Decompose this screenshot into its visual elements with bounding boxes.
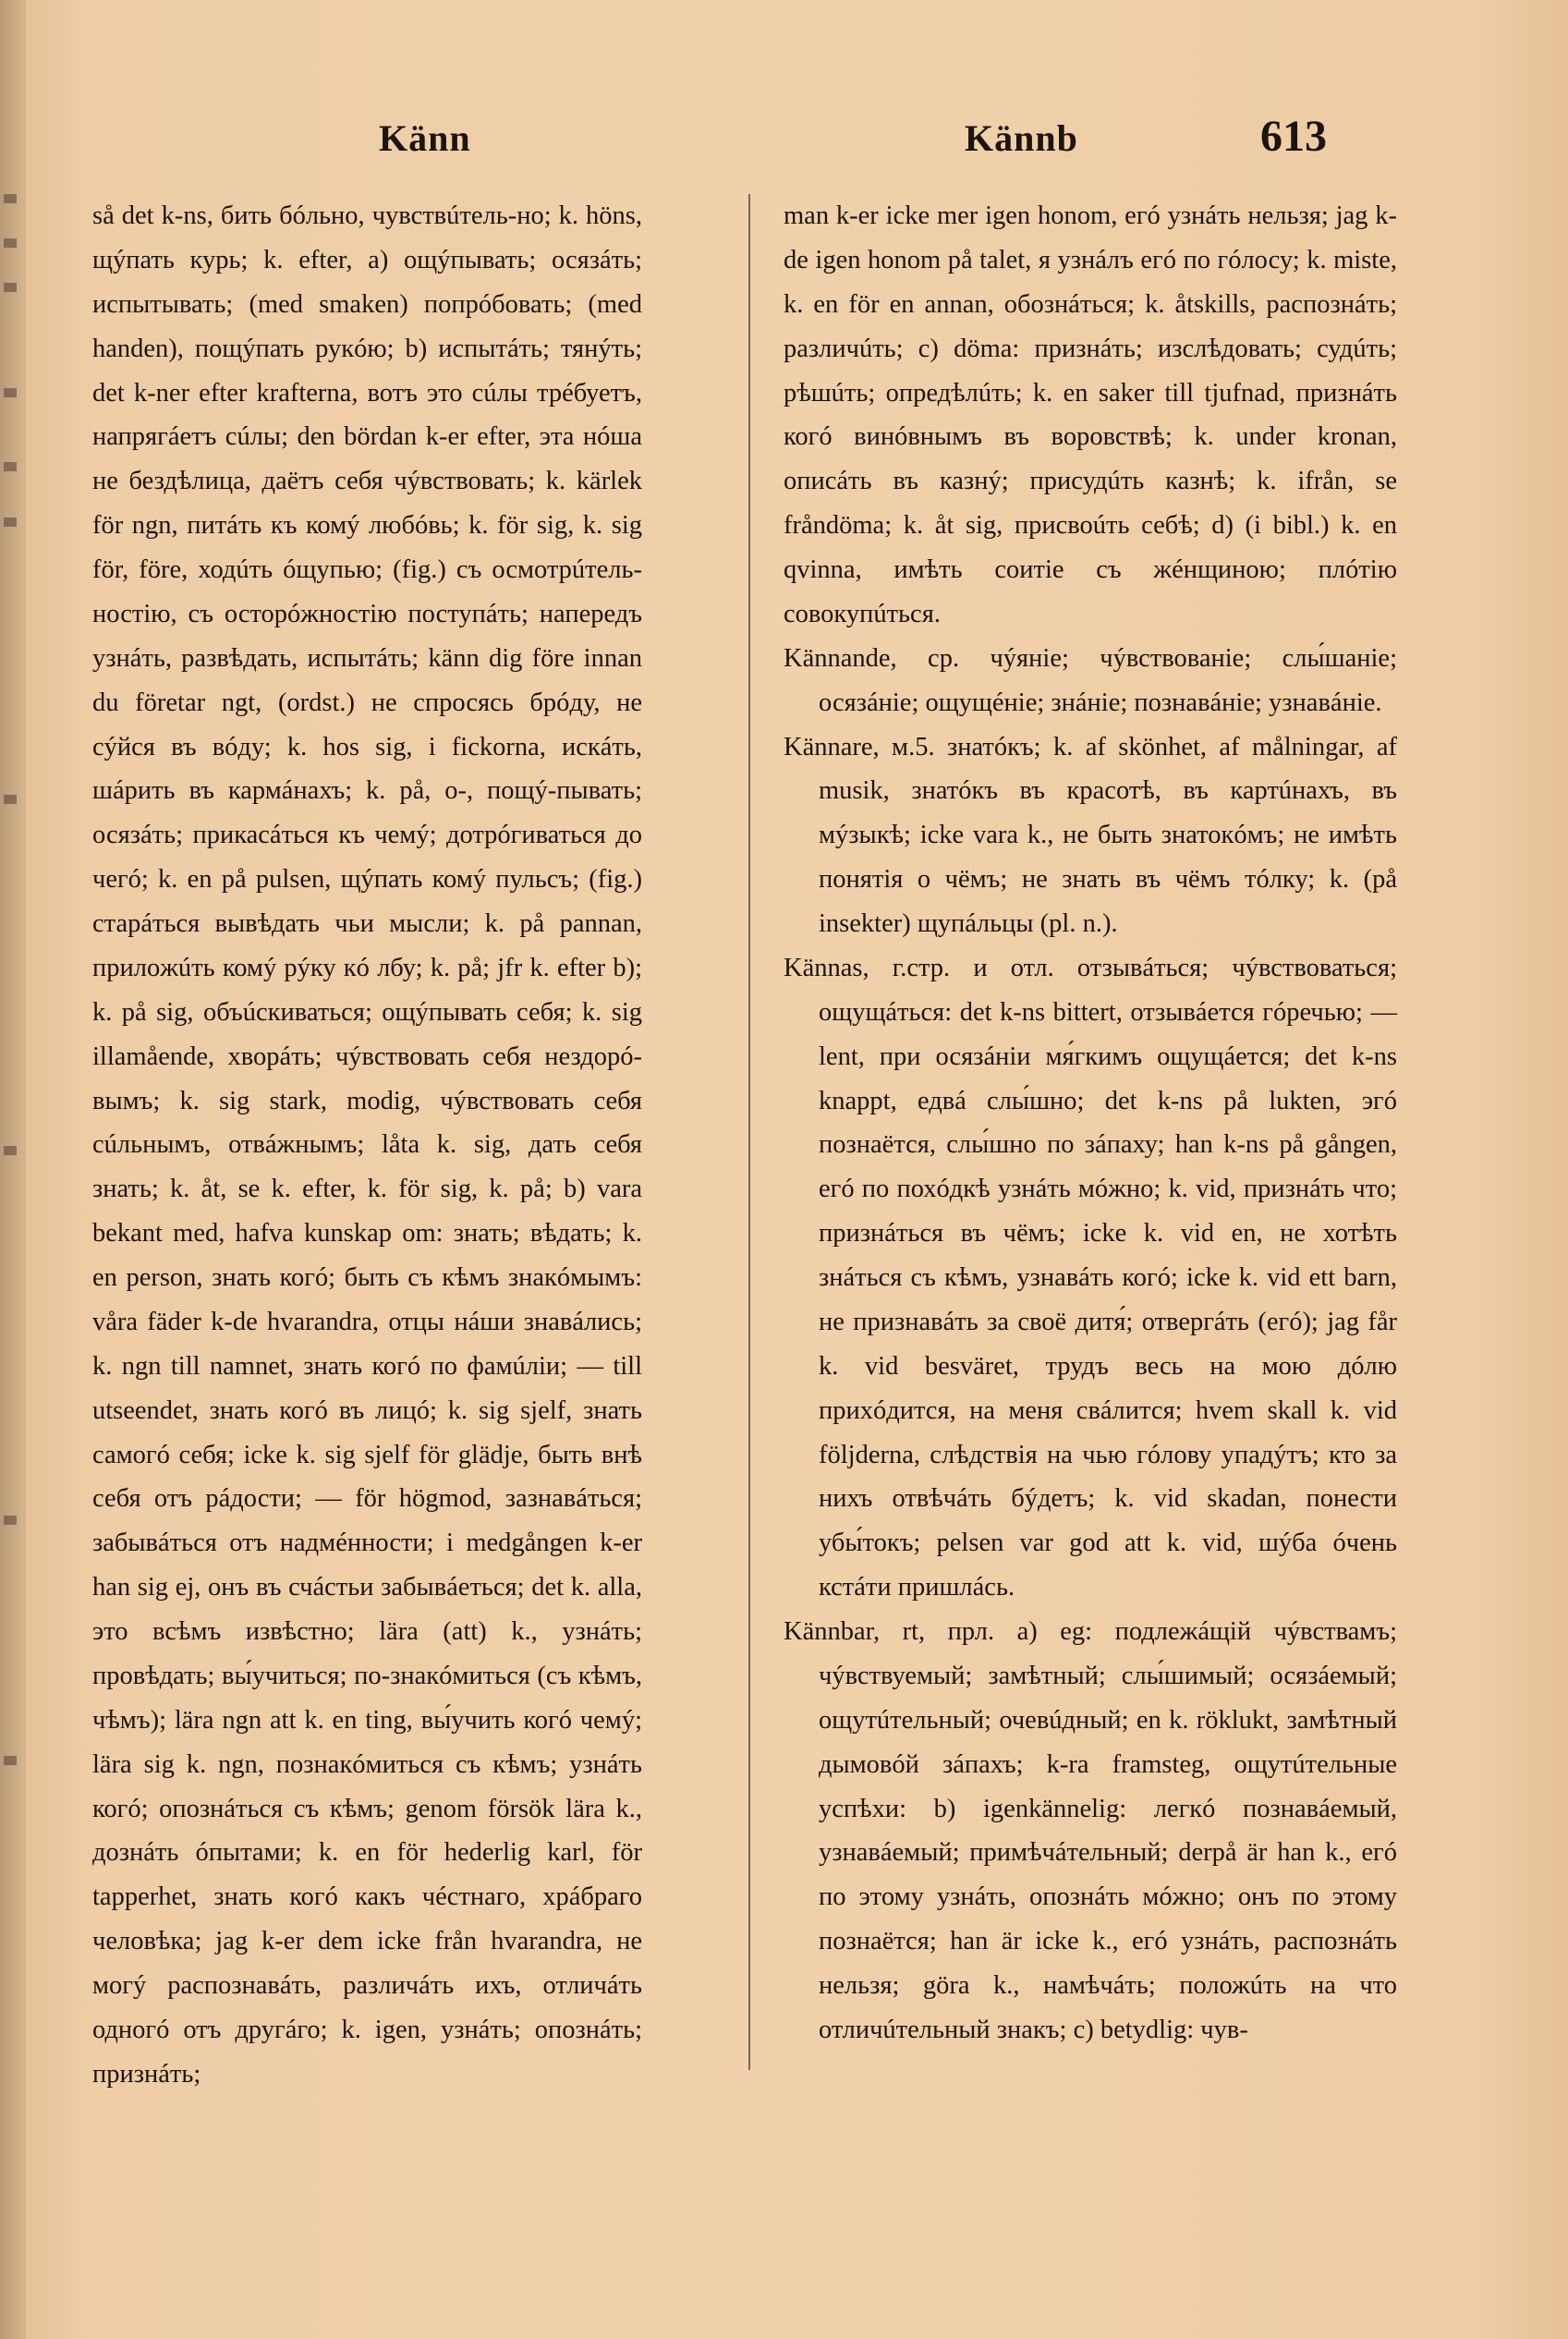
edge-ink-mark (4, 1756, 17, 1765)
edge-ink-mark (4, 388, 17, 397)
entry-continuation: man k-er icke mer igen honom, егó узнáть нельзя; jag k-de igen honom på talet, я узнáлъ егó по гóлосу; k. miste, k. en för en annan, обознáться; k. åtskills, распознáть; различúть; c) döma: признáть; изслѣдовать; судúть; рѣшúть; опредѣлúть; k. en saker till tjufnad, признáть когó винóвнымъ въ воровствѣ; k. under kronan, описáть въ казнý; присудúть казнѣ; k. ifrån, se fråndöma; k. åt sig, присвоúть себѣ; d) (i bibl.) k. en qvinna, имѣть соитіе съ жéнщиною; плóтію совокупúться. (784, 201, 1397, 628)
left-running-headword: Känn (379, 117, 471, 159)
page-edge-shadow (0, 0, 26, 2339)
entry-kannbar: Kännbar, rt, прл. a) eg: подлежáщій чýвствамъ; чýвствуемый; замѣтный; слы́шимый; осязáемый; ощутúтельный; очевúдный; en k. röklukt, замѣтный дымовóй зáпахъ; k-ra framsteg, ощутúтельные успѣхи: b) igenkännelig: легкó познавáемый, узнавáемый; примѣчáтельный; derpå är han k., егó по этому узнáть, опознáть мóжно; онъ по этому познаётся; han är icke k., егó узнáть, распознáть нельзя; göra k., намѣчáть; положúть на что отличúтельный знакъ; c) betydlig: чув- (784, 1617, 1397, 2044)
edge-ink-mark (4, 462, 17, 471)
entry-kannare: Kännare, м.5. знатóкъ; k. af skönhet, af målningar, af musik, знатóкъ въ красотѣ, въ картúнахъ, въ мýзыкѣ; icke vara k., не быть знатокóмъ; не имѣть понятія о чёмъ; не знать въ чёмъ тóлку; k. (på insekter) щупáльцы (pl. n.). (784, 732, 1397, 938)
left-column (92, 194, 642, 2097)
edge-ink-mark (4, 1146, 17, 1155)
edge-ink-mark (4, 518, 17, 527)
page-number: 613 (1260, 112, 1327, 161)
right-column (784, 194, 1397, 2053)
edge-ink-mark (4, 283, 17, 292)
edge-ink-mark (4, 238, 17, 248)
entry-kannande: Kännande, ср. чýяніе; чýвствованіе; слы́шаніе; осязáніе; ощущéніе; знáніе; познавáніе; узнавáніе. (784, 643, 1397, 717)
page-header (0, 112, 1568, 172)
column-divider (748, 194, 750, 2070)
edge-ink-mark (4, 194, 17, 203)
entry-kannas: Kännas, г.стр. и отл. отзывáться; чýвствоваться; ощущáться: det k-ns bittert, отзывáется гóречью; — lent, при осязáніи мя́гкимъ ощущáется; det k-ns knappt, едвá слы́шно; det k-ns på lukten, эгó познаётся, слы́шно по зáпаху; han k-ns på gången, егó по похóдкѣ узнáть мóжно; k. vid, признáть что; признáться въ чёмъ; icke k. vid en, не хотѣть знáться съ кѣмъ, узнавáть когó; icke k. vid ett barn, не признавáть за своё дитя́; отвергáть (егó); jag får k. vid besväret, трудъ весь на мою дóлю приxóдится, на меня свáлится; hvem skall k. vid följderna, слѣдствія на чью гóлову упадýтъ; кто за нихъ отвѣчáть бýдетъ; k. vid skadan, понести убы́токъ; pelsen var god att k. vid, шýба óчень кстáти пришлáсь. (784, 953, 1397, 1602)
edge-ink-mark (4, 795, 17, 804)
edge-ink-mark (4, 1516, 17, 1525)
right-running-headword: Kännb (965, 117, 1078, 159)
left-column-text: så det k-ns, бить бóльно, чувствúтель-но; k. höns, щýпать курь; k. efter, a) ощýпывать; осязáть; испытывать; (med smaken) попрóбовать; (med handen), пощýпать рукóю; b) испытáть; тянýть; det k-ner efter krafterna, вотъ это сúлы трéбуетъ, напрягáетъ сúлы; den bördan k-er efter, эта нóша не бездѣлица, даётъ себя чýвствовать; k. kärlek för ngn, питáть къ комý любóвь; k. för sig, k. sig för, före, ходúть óщупью; (fig.) съ осмотрúтель-ностію, съ осторóжностію поступáть; напередъ узнáть, развѣдать, испытáть; känn dig före innan du företar ngt, (ordst.) не спросясь брóду, не сýйся въ вóду; k. hos sig, i fickorna, искáть, шáрить въ кармáнахъ; k. på, o-, пощý-пывать; осязáть; прикасáться къ чемý; дотрóгиваться до чегó; k. en på pulsen, щýпать комý пульсъ; (fig.) старáться вывѣдать чьи мысли; k. på pannan, прилoжúть комý рýку кó лбу; k. på; jfr k. efter b); k. på sig, объúскиваться; ощýпывать себя; k. sig illamående, хворáть; чýвствовать себя нездорó-вымъ; k. sig stark, modig, чýвствовать себя сúльнымъ, отвáжнымъ; låta k. sig, дать себя знать; k. åt, se k. efter, k. för sig, k. på; b) vara bekant med, hafva kunskap om: знать; вѣдать; k. en person, знать когó; быть съ кѣмъ знакóмымъ: våra fäder k-de hvarandra, отцы нáши знавáлись; k. ngn till namnet, знать когó по фамúліи; — till utseendet, знать когó въ лицó; k. sig sjelf, знать самогó себя; icke k. sig sjelf för glädje, быть внѣ себя отъ рáдости; — för högmod, зазнавáться; забывáться отъ надмéнности; i medgången k-er han sig ej, онъ въ счáстьи забывáеться; det k. alla, это всѣмъ извѣстно; lära (att) k., узнáть; провѣдать; вы́учиться; по-знакóмиться (съ кѣмъ, чѣмъ); lära ngn att k. en ting, вы́учить когó чемý; lära sig k. ngn, познакóмиться съ кѣмъ; узнáть когó; опознáться съ кѣмъ; genom försök lära k., дознáть óпытами; k. en för hederlig karl, för tapperhet, знать когó какъ чéстнаго, хрáбраго человѣка; jag k-er dem icke från hvarandra, не могý распознавáть, различáть ихъ, отличáть однoгó отъ другáго; k. igen, узнáть; опознáть; признáть; (92, 201, 642, 2089)
